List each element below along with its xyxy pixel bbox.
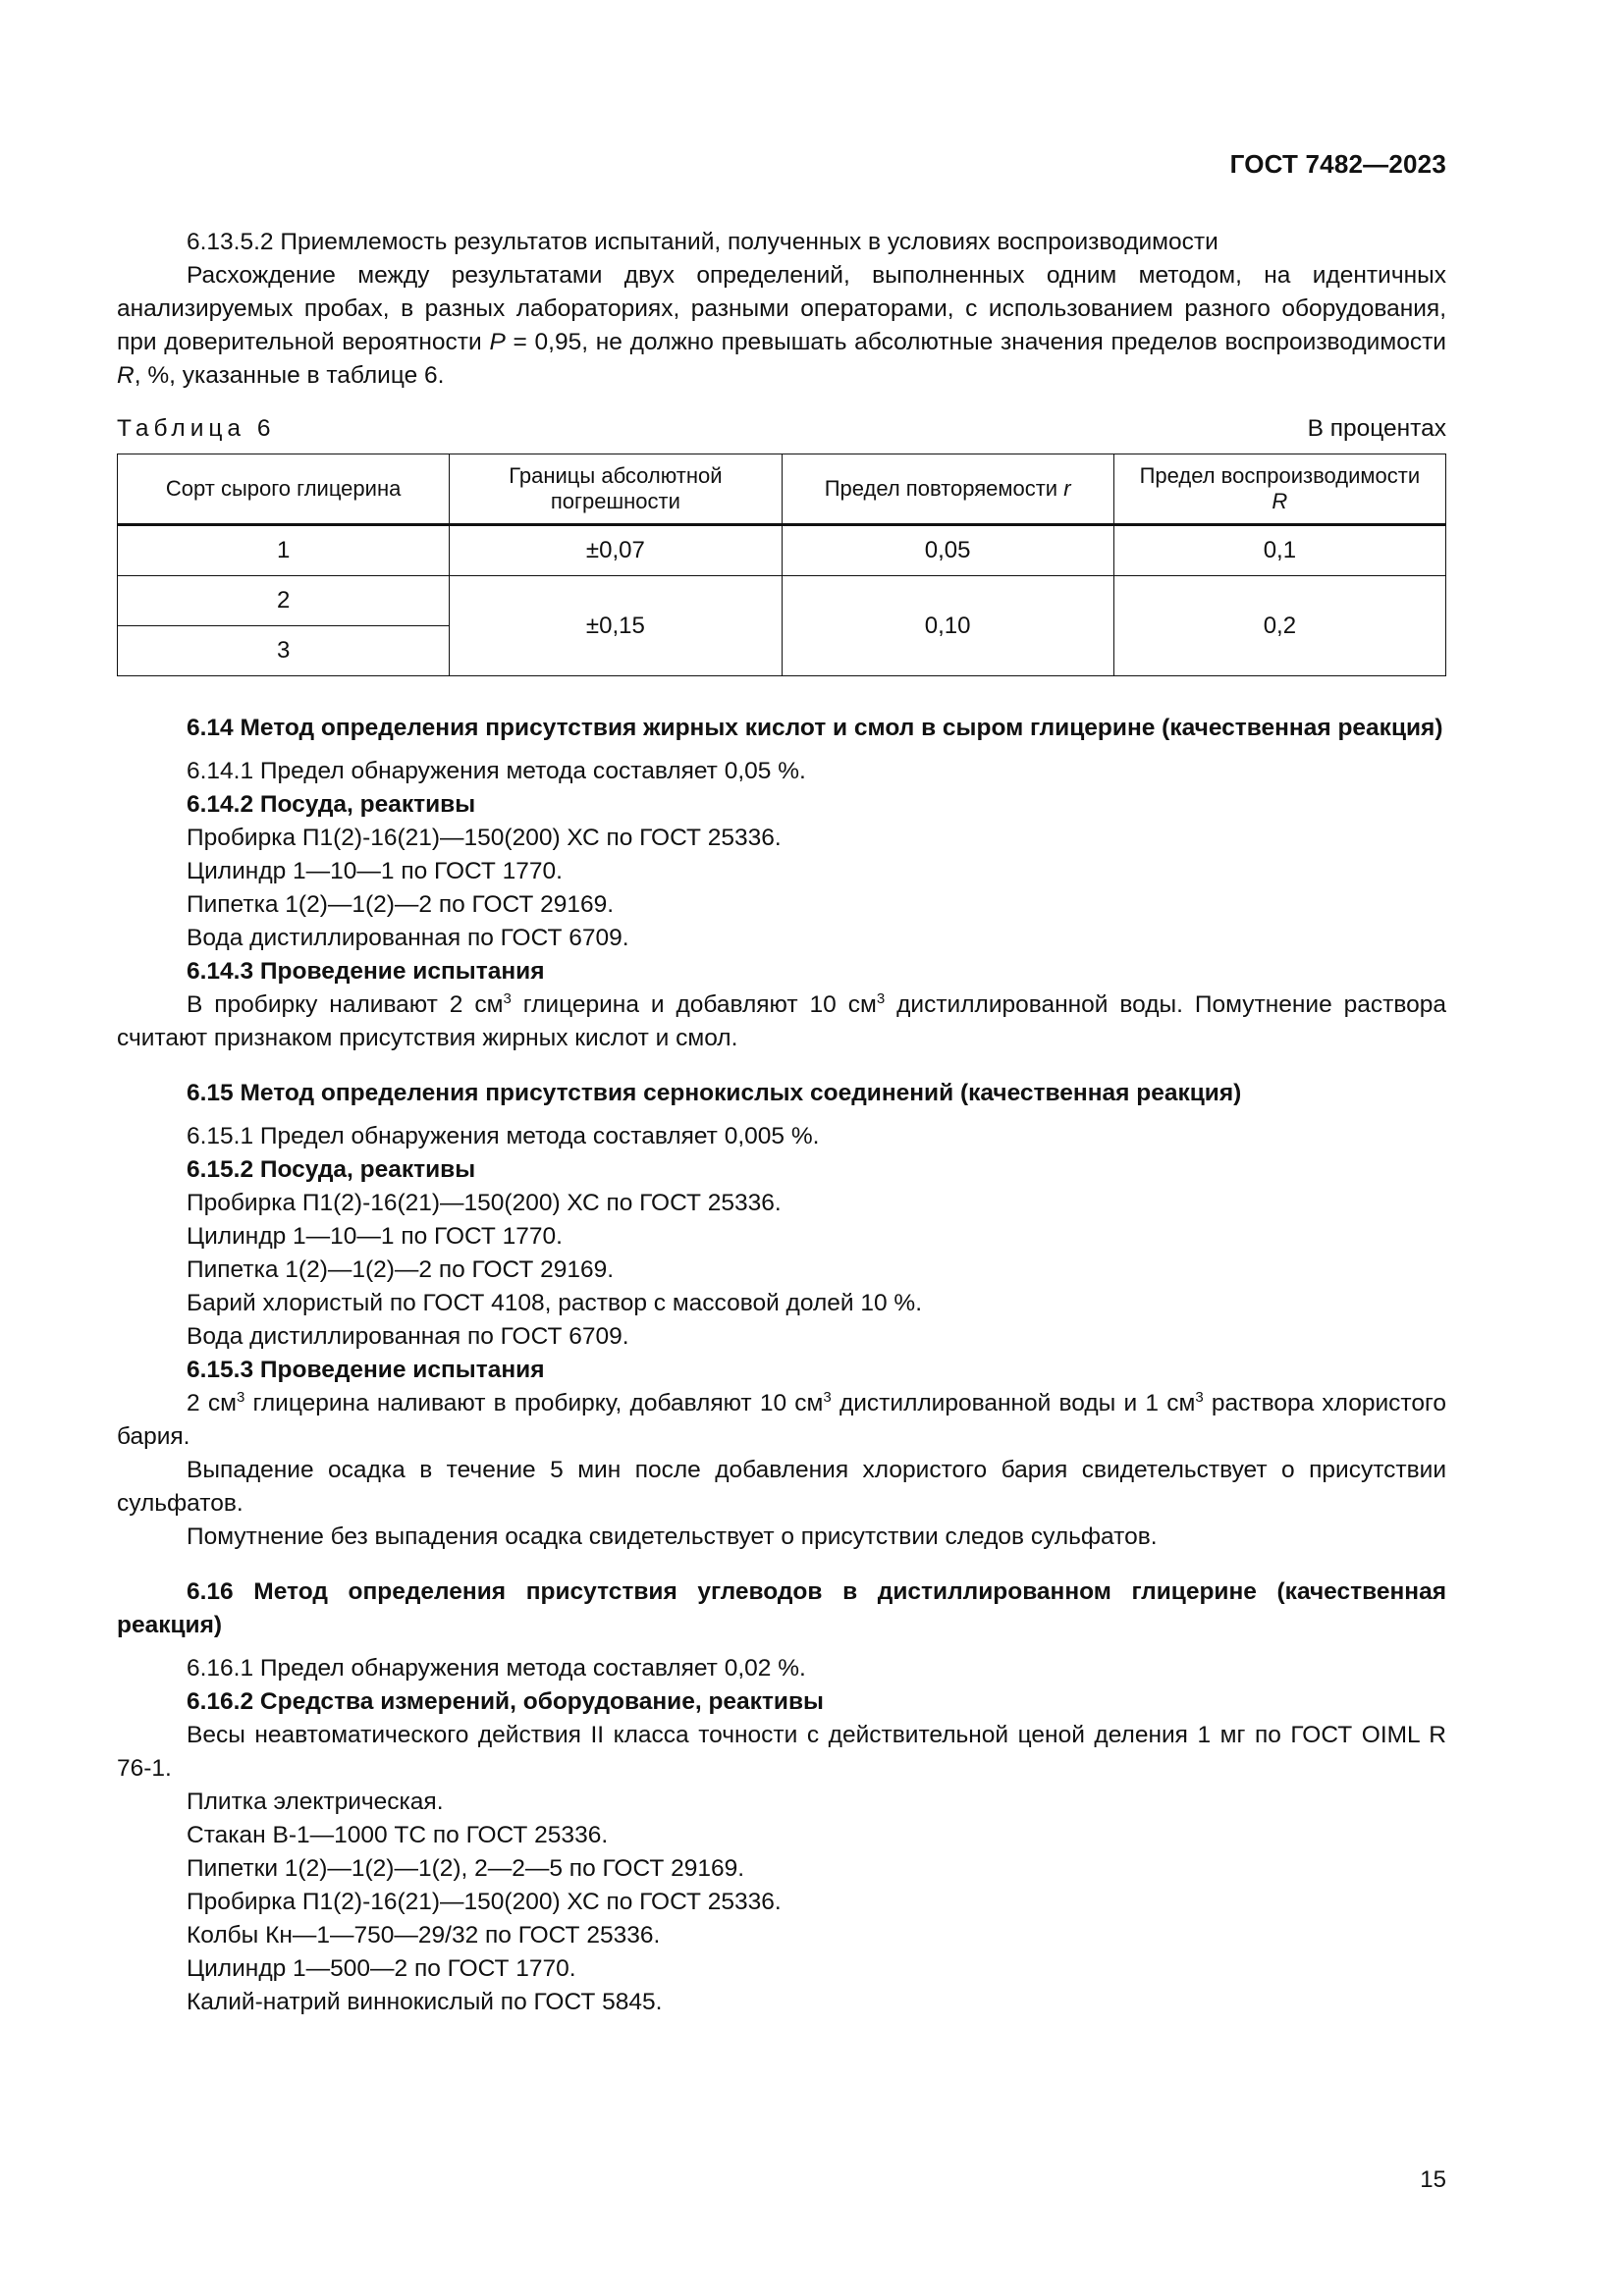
list-item: Пробирка П1(2)-16(21)—150(200) ХС по ГОСТ 25336. <box>187 825 782 851</box>
table-unit: В процентах <box>1307 415 1446 442</box>
section-heading-6-16: 6.16 Метод определения присутствия углеводов в дистиллированном глицерине (качественная реакция) <box>117 1578 1446 1638</box>
subsection-title-6-13-5-2: 6.13.5.2 Приемлемость результатов испытаний, полученных в условиях воспроизводимости <box>187 229 1218 255</box>
table-row <box>118 525 1446 576</box>
header-symbol-R: R <box>1272 489 1288 513</box>
text-run: раствора хлористого бария. <box>117 1390 1447 1450</box>
page-content <box>117 226 1446 2019</box>
list-item: Вода дистиллированная по ГОСТ 6709. <box>187 925 629 951</box>
paragraph-6-14-3 <box>117 988 1446 1055</box>
header-repeatability <box>782 454 1113 525</box>
section-heading-6-14: 6.14 Метод определения присутствия жирных кислот и смол в сыром глицерине (качественная реакция) <box>187 715 1443 741</box>
subheading-6-15-2: 6.15.2 Посуда, реактивы <box>187 1156 476 1183</box>
header-symbol-r: r <box>1063 476 1071 501</box>
header-reproducibility <box>1113 454 1445 525</box>
table-caption-row <box>117 412 1446 446</box>
cell-grade: 1 <box>118 525 450 576</box>
cell-abs-error: ±0,15 <box>450 576 782 676</box>
text-run: глицерина наливают в пробирку, добавляют 10 см <box>244 1390 824 1416</box>
cell-abs-error: ±0,07 <box>450 525 782 576</box>
section-heading-6-15: 6.15 Метод определения присутствия сернокислых соединений (качественная реакция) <box>187 1080 1242 1106</box>
superscript: 3 <box>503 989 512 1007</box>
text-run: = 0,95, не должно превышать абсолютные значения пределов воспроизводимости <box>505 329 1446 355</box>
subheading-6-16-2: 6.16.2 Средства измерений, оборудование, реактивы <box>187 1688 824 1715</box>
list-item: Плитка электрическая. <box>187 1789 444 1815</box>
cell-grade: 3 <box>118 626 450 676</box>
paragraph-6-15-1: 6.15.1 Предел обнаружения метода составляет 0,005 %. <box>187 1123 820 1149</box>
paragraph-sediment: Выпадение осадка в течение 5 мин после добавления хлористого бария свидетельствует о присутствии сульфатов. <box>117 1457 1446 1517</box>
table-header-row <box>118 454 1446 525</box>
list-item: Цилиндр 1—500—2 по ГОСТ 1770. <box>187 1955 576 1982</box>
text-run: Расхождение между результатами двух определений, выполненных одним методом, на идентичных анализируемых пробах, в разных лабораториях, разными операторами, с использованием разного оборудования, при доверительной вероятности <box>117 262 1446 355</box>
cell-repeatability: 0,10 <box>782 576 1113 676</box>
paragraph-6-16-1: 6.16.1 Предел обнаружения метода составляет 0,02 %. <box>187 1655 806 1682</box>
cell-reproducibility: 0,2 <box>1113 576 1445 676</box>
list-item: Вода дистиллированная по ГОСТ 6709. <box>187 1323 629 1350</box>
header-text: Предел воспроизводимости <box>1139 463 1421 488</box>
list-item: Калий-натрий виннокислый по ГОСТ 5845. <box>187 1989 663 2015</box>
paragraph-reproducibility <box>117 259 1446 393</box>
superscript: 3 <box>236 1388 245 1406</box>
cell-reproducibility: 0,1 <box>1113 525 1445 576</box>
subheading-6-14-3: 6.14.3 Проведение испытания <box>187 958 545 985</box>
text-run: 2 см <box>187 1390 237 1416</box>
paragraph-6-14-1: 6.14.1 Предел обнаружения метода составляет 0,05 %. <box>187 758 806 784</box>
list-item: Барий хлористый по ГОСТ 4108, раствор с массовой долей 10 %. <box>187 1290 923 1316</box>
list-item: Пробирка П1(2)-16(21)—150(200) ХС по ГОСТ 25336. <box>187 1889 782 1915</box>
superscript: 3 <box>823 1388 832 1406</box>
paragraph-scales: Весы неавтоматического действия II класса точности с действительной ценой деления 1 мг по ГОСТ OIML R 76-1. <box>117 1722 1446 1782</box>
subheading-6-14-2: 6.14.2 Посуда, реактивы <box>187 791 476 818</box>
table-row <box>118 576 1446 626</box>
header-text: Предел повторяемости <box>824 476 1064 501</box>
list-item: Пипетка 1(2)—1(2)—2 по ГОСТ 29169. <box>187 1256 615 1283</box>
paragraph-6-15-3 <box>117 1387 1446 1454</box>
table-caption: Таблица 6 <box>117 415 276 442</box>
list-item: Пипетки 1(2)—1(2)—1(2), 2—2—5 по ГОСТ 29169. <box>187 1855 745 1882</box>
list-item: Стакан В-1—1000 ТС по ГОСТ 25336. <box>187 1822 609 1848</box>
superscript: 3 <box>876 989 886 1007</box>
table-6 <box>117 454 1446 676</box>
cell-repeatability: 0,05 <box>782 525 1113 576</box>
cell-grade: 2 <box>118 576 450 626</box>
list-item: Цилиндр 1—10—1 по ГОСТ 1770. <box>187 1223 563 1250</box>
paragraph-turbidity: Помутнение без выпадения осадка свидетельствует о присутствии следов сульфатов. <box>187 1523 1158 1550</box>
text-run: дистиллированной воды и 1 см <box>831 1390 1196 1416</box>
symbol-p: P <box>489 329 506 355</box>
symbol-r: R <box>117 362 135 389</box>
list-item: Пробирка П1(2)-16(21)—150(200) ХС по ГОСТ 25336. <box>187 1190 782 1216</box>
text-run: В пробирку наливают 2 см <box>187 991 504 1018</box>
text-run: глицерина и добавляют 10 см <box>511 991 877 1018</box>
list-item: Колбы Кн—1—750—29/32 по ГОСТ 25336. <box>187 1922 661 1949</box>
list-item: Пипетка 1(2)—1(2)—2 по ГОСТ 29169. <box>187 891 615 918</box>
header-grade: Сорт сырого глицерина <box>118 454 450 525</box>
text-run: , %, указанные в таблице 6. <box>134 362 445 389</box>
superscript: 3 <box>1195 1388 1204 1406</box>
page-number: 15 <box>1420 2166 1446 2193</box>
text-run: дистиллированной воды. Помутнение раствора считают признаком присутствия жирных кислот и смол. <box>117 991 1446 1051</box>
header-abs-error: Границы абсолютной погрешности <box>450 454 782 525</box>
subheading-6-15-3: 6.15.3 Проведение испытания <box>187 1357 545 1383</box>
list-item: Цилиндр 1—10—1 по ГОСТ 1770. <box>187 858 563 884</box>
document-code: ГОСТ 7482—2023 <box>1229 149 1446 179</box>
